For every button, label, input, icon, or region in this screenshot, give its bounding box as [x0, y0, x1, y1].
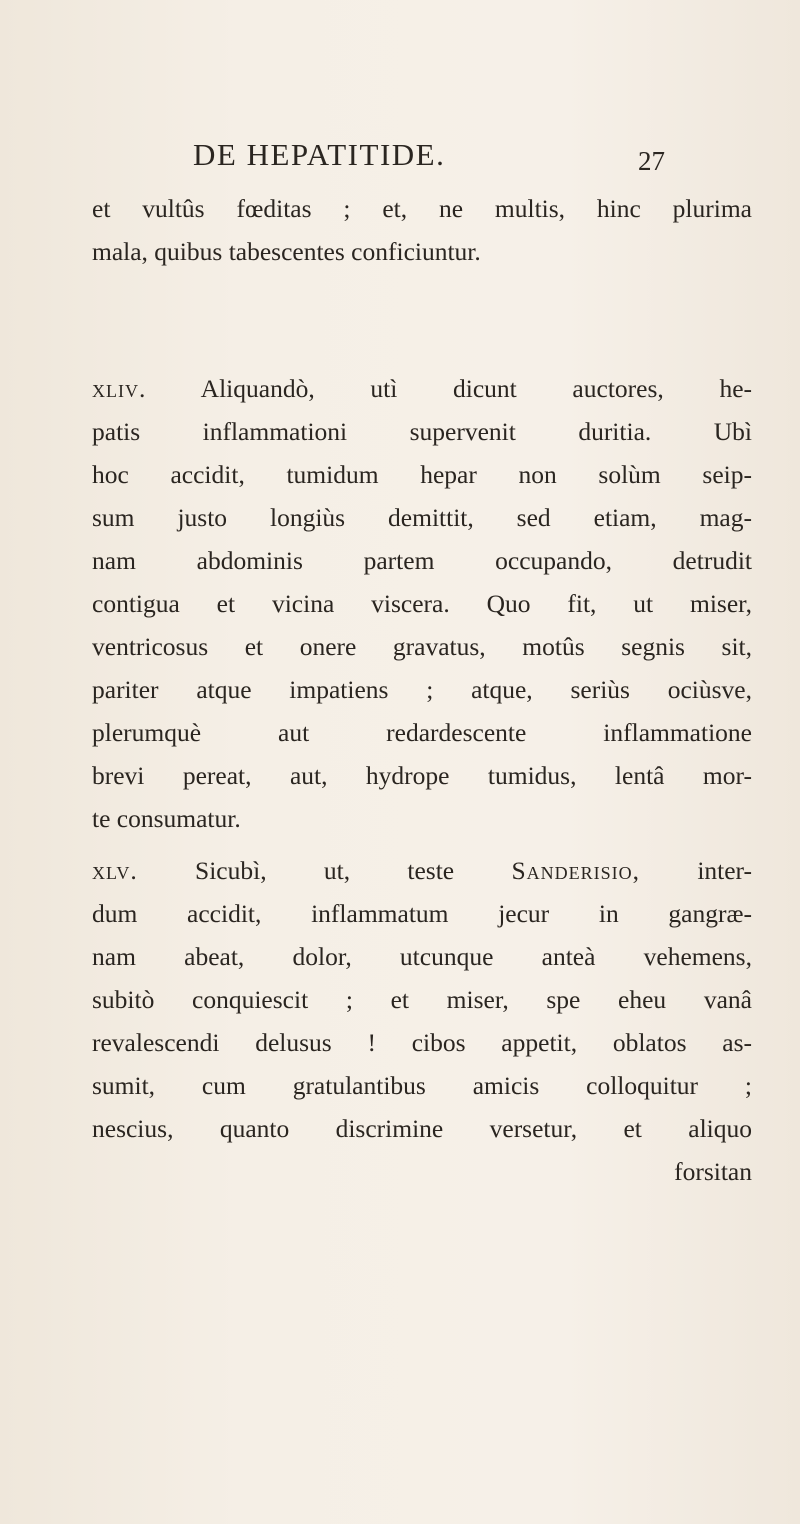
text-line: sum justo longiùs demittit, sed etiam, mag- [92, 503, 752, 532]
text-line [92, 367, 752, 410]
text-line: patis inflammationi supervenit duritia. Ubì [92, 417, 752, 446]
text-line: ventricosus et onere gravatus, motûs segnis sit, [92, 632, 752, 661]
text-fragment: Sicubì, ut, teste [195, 856, 455, 885]
text-line: nam abeat, dolor, utcunque anteà vehemens, [92, 942, 752, 971]
text-line: nam abdominis partem occupando, detrudit [92, 546, 752, 575]
catchword: forsitan [674, 1157, 752, 1186]
text-line: te consumatur. [92, 804, 241, 833]
text-line: subitò conquiescit ; et miser, spe eheu vanâ [92, 985, 752, 1014]
paragraph-xlv [92, 849, 752, 1193]
page-number: 27 [638, 146, 665, 176]
text-line: plerumquè aut redardescente inflammatione [92, 718, 752, 747]
paragraph-xliv [92, 367, 752, 840]
text-line: nescius, quanto discrimine versetur, et aliquo [92, 1114, 752, 1143]
text-line: sumit, cum gratulantibus amicis colloquitur ; [92, 1071, 752, 1100]
text-line: et vultûs fœditas ; et, ne multis, hinc plurima [92, 194, 752, 223]
text-fragment: Aliquandò, utì dicunt auctores, he- [200, 374, 753, 403]
text-line: hoc accidit, tumidum hepar non solùm seip- [92, 460, 752, 489]
text-line: dum accidit, inflammatum jecur in gangræ- [92, 899, 752, 928]
text-line [92, 849, 752, 892]
text-fragment: inter- [697, 856, 753, 885]
section-number: xlv. [92, 856, 138, 885]
text-line: contigua et vicina viscera. Quo fit, ut miser, [92, 589, 752, 618]
text-line: revalescendi delusus ! cibos appetit, oblatos as- [92, 1028, 752, 1057]
section-number: xliv. [92, 374, 147, 403]
text-line: pariter atque impatiens ; atque, seriùs ociùsve, [92, 675, 752, 704]
text-line: brevi pereat, aut, hydrope tumidus, lentâ mor- [92, 761, 752, 790]
paragraph-continuation [92, 187, 752, 273]
author-name: Sanderisio, [511, 856, 640, 885]
text-line: mala, quibus tabescentes conficiuntur. [92, 237, 481, 266]
running-head: DE HEPATITIDE. [193, 137, 446, 172]
